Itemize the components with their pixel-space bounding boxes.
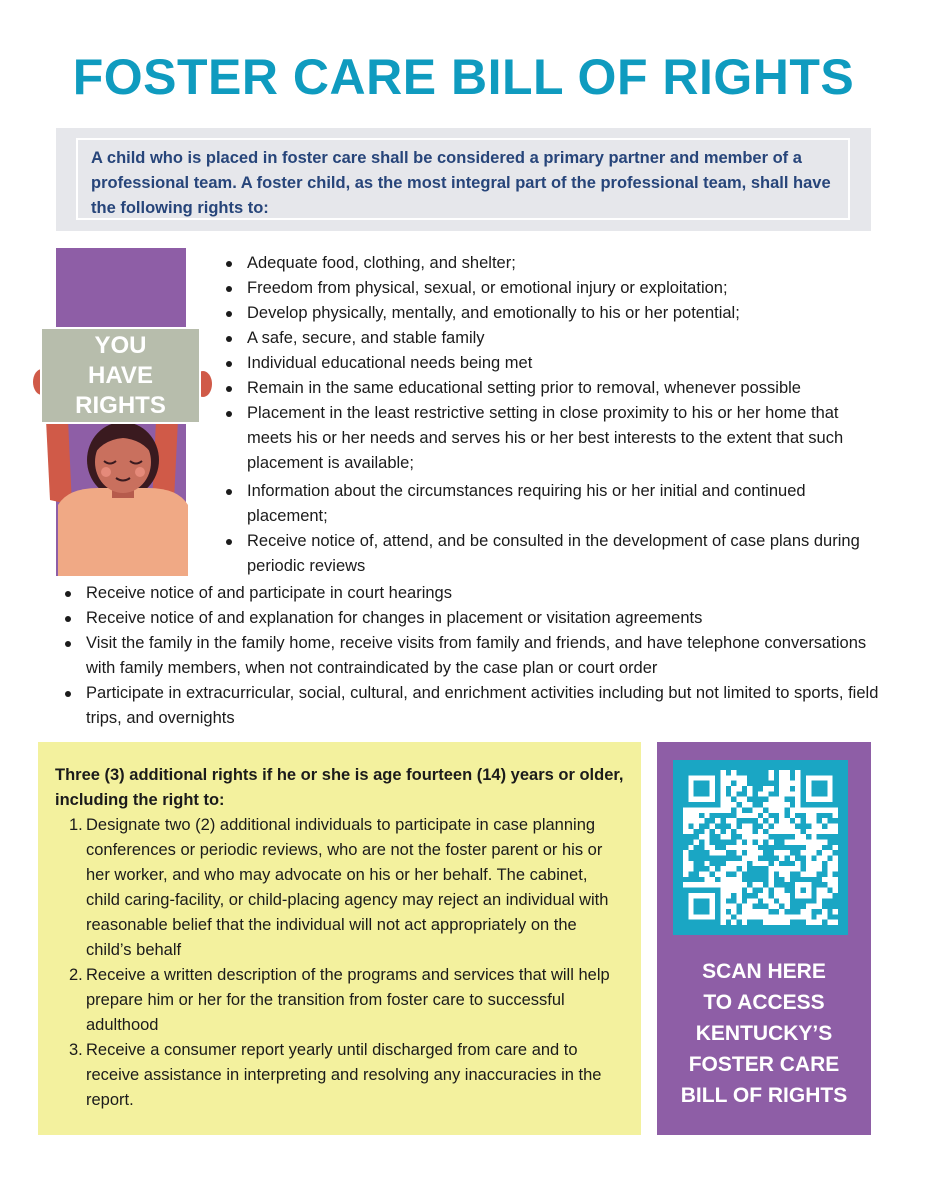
additional-rights-heading: Three (3) additional rights if he or she is age fourteen (14) years or older, including the right to: [55,766,624,809]
list-item: Develop physically, mentally, and emotionally to his or her potential; [247,301,887,326]
qr-code-icon [683,770,838,925]
list-item: Placement in the least restrictive setting in close proximity to his or her home that meets his or her needs and serves his or her best interests to the extent that such placement is available; [247,401,887,476]
scan-line: KENTUCKY’S [695,1022,833,1045]
list-item: Receive notice of and participate in court hearings [86,581,886,606]
item-number: 1. [69,816,83,834]
additional-rights-box [38,742,641,1135]
intro-text: A child who is placed in foster care shall be considered a primary partner and member of a professional team. A foster child, as the most integral part of the professional team, shall have the following rights to: [76,138,850,220]
list-item [55,813,625,963]
additional-rights-list [55,813,623,1113]
list-item: Participate in extracurricular, social, cultural, and enrichment activities including but not limited to sports, field trips, and overnights [86,681,886,731]
list-item: Receive notice of, attend, and be consulted in the development of case plans during periodic reviews [247,529,887,579]
item-text: Receive a consumer report yearly until discharged from care and to receive assistance in interpreting and resolving any inaccuracies in the report. [86,1041,602,1109]
scan-line: FOSTER CARE [688,1053,840,1076]
sign-line: HAVE [88,362,153,389]
list-item [55,963,625,1038]
item-text: Designate two (2) additional individuals to participate in case planning conferences or periodic reviews, who are not the foster parent or his or her worker, and who may advocate on his or her behalf. The cabinet, child caring-facility, or child-placing agency may reject an individual with reasonable belief that the individual will not act appropriately on the child’s behalf [86,816,609,959]
item-text: Receive a written description of the programs and services that will help prepare him or her for the transition from foster care to successful adulthood [86,966,610,1034]
rights-list-beside-image [247,251,887,579]
page-title: FOSTER CARE BILL OF RIGHTS [72,49,855,105]
list-item: Information about the circumstances requiring his or her initial and continued placement; [247,479,887,529]
qr-code[interactable] [673,760,848,935]
list-item [55,1038,625,1113]
scan-line: BILL OF RIGHTS [680,1084,848,1107]
item-number: 2. [69,966,83,984]
sign-line: YOU [94,332,147,359]
list-item: Visit the family in the family home, receive visits from family and friends, and have telephone conversations with family members, when not contraindicated by the case plan or court order [86,631,886,681]
list-item: Freedom from physical, sexual, or emotional injury or exploitation; [247,276,887,301]
sign-line: RIGHTS [75,392,166,419]
scan-line: SCAN HERE [702,960,826,983]
scan-line: TO ACCESS [703,991,825,1014]
list-item: A safe, secure, and stable family [247,326,887,351]
list-item: Adequate food, clothing, and shelter; [247,251,887,276]
list-item: Individual educational needs being met [247,351,887,376]
scan-instructions [657,956,871,1111]
rights-list-full-width [86,581,886,731]
you-have-rights-sign [40,327,201,424]
item-number: 3. [69,1041,83,1059]
list-item: Remain in the same educational setting prior to removal, whenever possible [247,376,887,401]
list-item: Receive notice of and explanation for changes in placement or visitation agreements [86,606,886,631]
